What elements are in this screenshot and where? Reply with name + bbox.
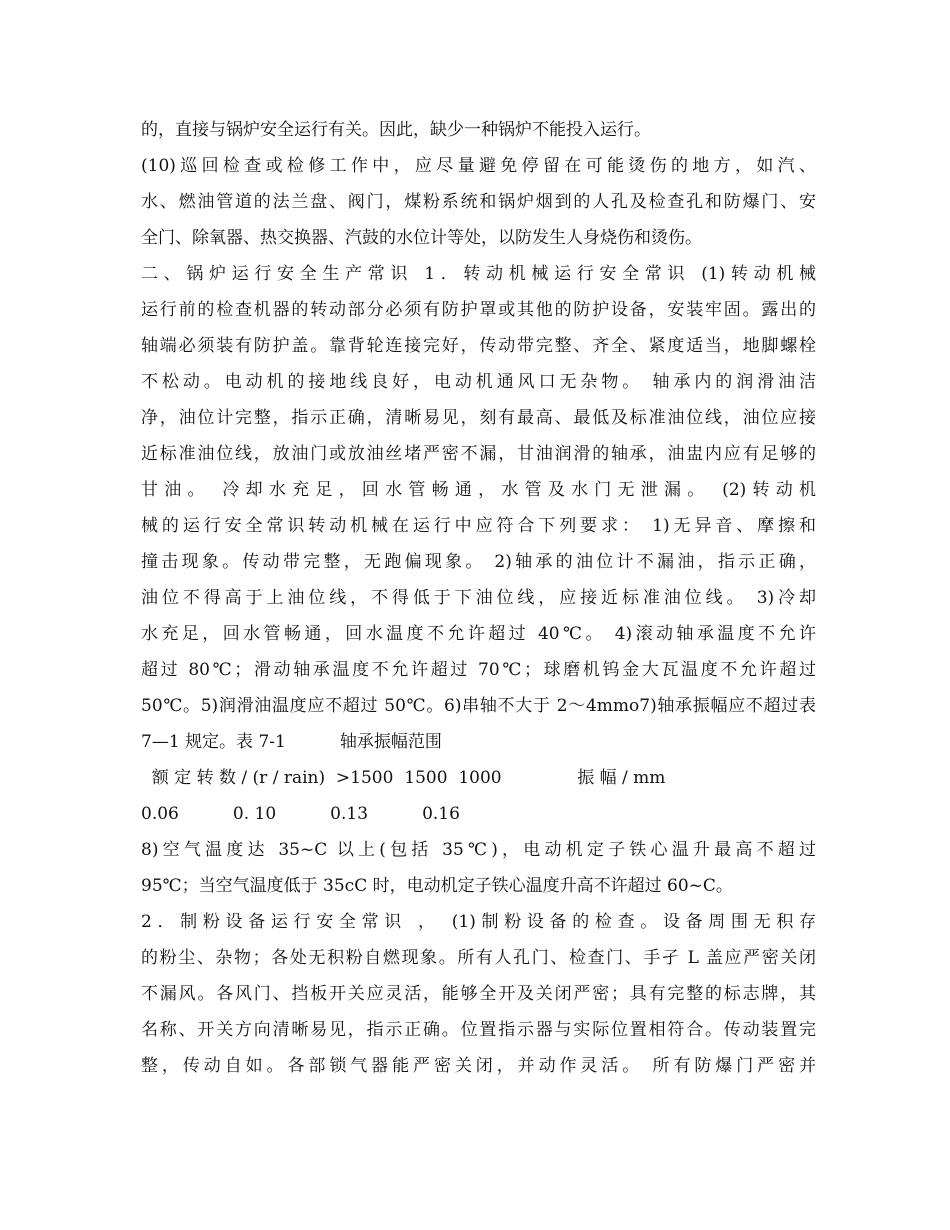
text-line: 超过 80℃；滑动轴承温度不允许超过 70℃；球磨机钨金大瓦温度不允许超过 xyxy=(141,660,816,680)
text-line: 二、锅炉运行安全生产常识 1．转动机械运行安全常识 (1)转动机械 xyxy=(141,264,816,284)
text-line: 近标准油位线，放油门或放油丝堵严密不漏，甘油润滑的轴承，油盅内应有足够的 xyxy=(141,444,816,464)
text-line: 名称、开关方向清晰易见，指示正确。位置指示器与实际位置相符合。传动装置完 xyxy=(141,1020,816,1040)
table-header-line: 额 定 转 数 / (r / rain) >1500 1500 1000 振 幅 / mm xyxy=(141,768,666,788)
text-line: 水充足，回水管畅通，回水温度不允许超过 40℃。 4)滚动轴承温度不允许 xyxy=(141,624,816,644)
text-line: 的，直接与锅炉安全运行有关。因此，缺少一种锅炉不能投入运行。 xyxy=(141,120,651,140)
text-line: (10)巡回检查或检修工作中，应尽量避免停留在可能烫伤的地方，如汽、 xyxy=(141,156,816,176)
text-line: 7—1 规定。表 7-1 轴承振幅范围 xyxy=(141,732,442,752)
text-line: 的粉尘、杂物；各处无积粉自燃现象。所有人孔门、检查门、手孑 L 盖应严密关闭 xyxy=(141,948,816,968)
text-line: 全门、除氧器、热交换器、汽鼓的水位计等处，以防发生人身烧伤和烫伤。 xyxy=(141,228,702,248)
text-line: 不松动。电动机的接地线良好，电动机通风口无杂物。 轴承内的润滑油洁 xyxy=(141,372,816,392)
text-line: 50℃。5)润滑油温度应不超过 50℃。6)串轴不大于 2～4mmo7)轴承振幅应不超过表 xyxy=(141,696,816,716)
text-line: 95℃；当空气温度低于 35cC 时，电动机定子铁心温度升高不许超过 60~C。 xyxy=(141,876,733,896)
text-line: 2．制粉设备运行安全常识 ， (1)制粉设备的检查。设备周围无积存 xyxy=(141,912,816,932)
text-line: 撞击现象。传动带完整，无跑偏现象。 2)轴承的油位计不漏油，指示正确， xyxy=(141,552,816,572)
text-line: 轴端必须装有防护盖。靠背轮连接完好，传动带完整、齐全、紧度适当，地脚螺栓 xyxy=(141,336,816,356)
text-line: 水、燃油管道的法兰盘、阀门，煤粉系统和锅炉烟到的人孔及检查孔和防爆门、安 xyxy=(141,192,816,212)
text-line: 整，传动自如。各部锁气器能严密关闭，并动作灵活。 所有防爆门严密并 xyxy=(141,1056,816,1076)
text-line: 运行前的检查机器的转动部分必须有防护罩或其他的防护设备，安装牢固。露出的 xyxy=(141,300,816,320)
text-line: 油位不得高于上油位线，不得低于下油位线，应接近标准油位线。 3)冷却 xyxy=(141,588,816,608)
text-line: 甘油。 冷却水充足，回水管畅通，水管及水门无泄漏。 (2)转动机 xyxy=(141,480,816,500)
text-line: 净，油位计完整，指示正确，清晰易见，刻有最高、最低及标准油位线，油位应接 xyxy=(141,408,816,428)
text-line: 8)空气温度达 35~C 以上(包括 35℃)，电动机定子铁心温升最高不超过 xyxy=(141,840,816,860)
text-line: 械的运行安全常识转动机械在运行中应符合下列要求： 1)无异音、摩擦和 xyxy=(141,516,816,536)
table-values-line: 0.06 0. 10 0.13 0.16 xyxy=(141,804,460,824)
text-line: 不漏风。各风门、挡板开关应灵活，能够全开及关闭严密；具有完整的标志牌，其 xyxy=(141,984,816,1004)
